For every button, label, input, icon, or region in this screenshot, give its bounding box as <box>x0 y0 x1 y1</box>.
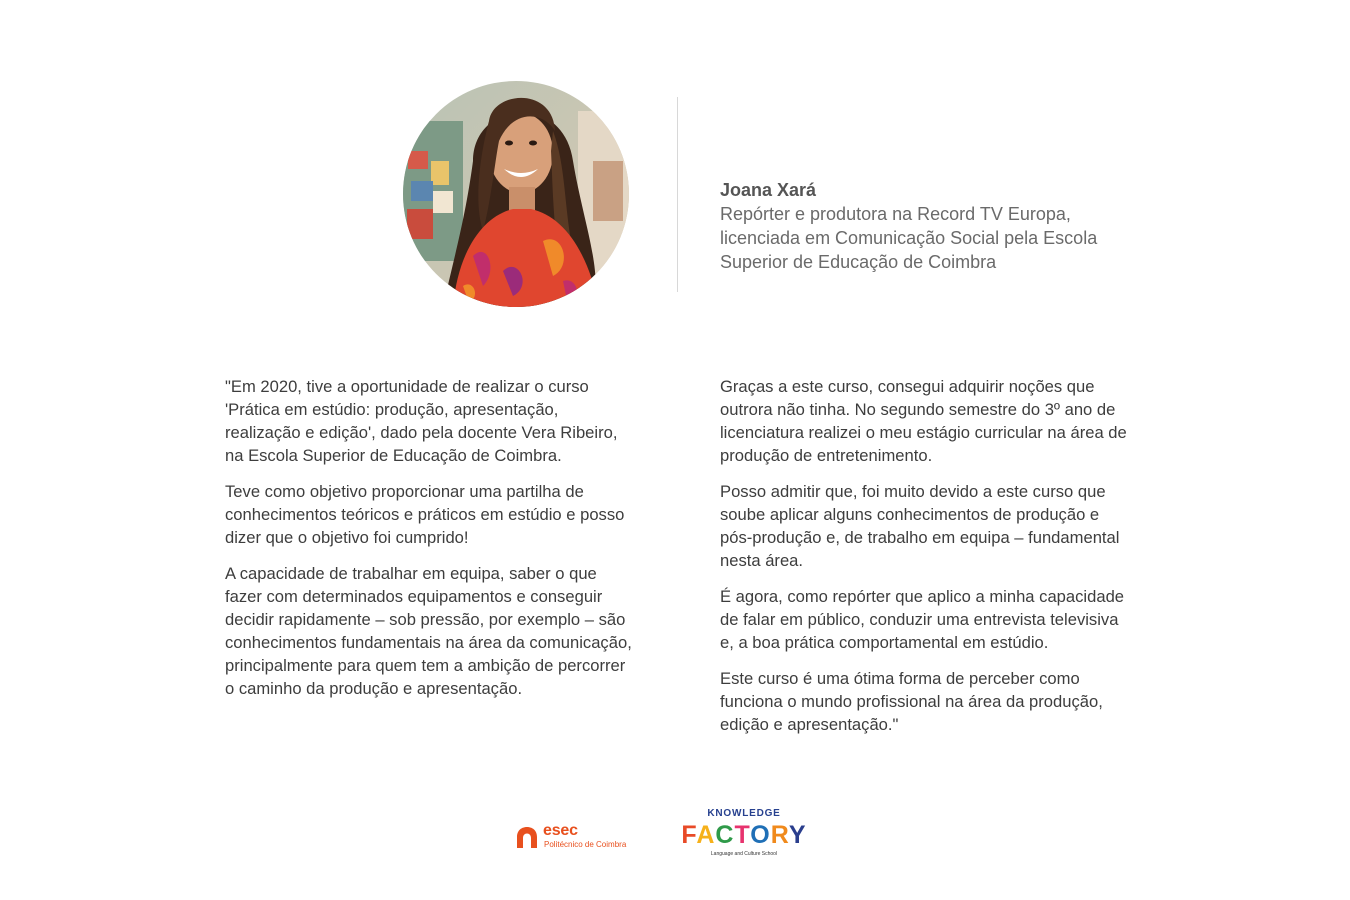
kf-letter: Y <box>788 821 807 849</box>
esec-logo-subtitle: Politécnico de Coimbra <box>544 840 627 849</box>
testimonial-paragraph: Este curso é uma ótima forma de perceber como funciona o mundo profissional na área da produção, edição e apresentação." <box>720 669 1103 734</box>
knowledge-factory-logo <box>669 808 819 860</box>
kf-letter: C <box>715 821 735 849</box>
profile-info <box>720 178 1120 274</box>
testimonial-left-column <box>225 375 635 713</box>
kf-letter: F <box>681 821 697 849</box>
profile-photo <box>403 81 629 307</box>
testimonial-paragraph: Graças a este curso, consegui adquirir noções que outrora não tinha. No segundo semestre do 3º ano de licenciatura realizei o meu estágio curricular na área de produção de entretenimento. <box>720 377 1127 465</box>
testimonial-paragraph: A capacidade de trabalhar em equipa, saber o que fazer com determinados equipamentos e conseguir decidir rapidamente – sob pressão, por exemplo – são conhecimentos fundamentais na área da comunicação, principalmente para quem tem a ambição de percorrer o caminho da produção e apresentação. <box>225 564 632 698</box>
testimonial-paragraph: "Em 2020, tive a oportunidade de realizar o curso 'Prática em estúdio: produção, apresentação, realização e edição', dado pela docente Vera Ribeiro, na Escola Superior de Educação de Coimbra. <box>225 377 618 465</box>
testimonial-paragraph: Posso admitir que, foi muito devido a este curso que soube aplicar alguns conhecimentos de produção e pós-produção e, de trabalho em equipa – fundamental nesta área. <box>720 482 1120 570</box>
kf-letter: R <box>770 821 789 849</box>
testimonial-paragraph: É agora, como repórter que aplico a minha capacidade de falar em público, conduzir uma entrevista televisiva e, a boa prática comportamental em estúdio. <box>720 587 1125 652</box>
vertical-divider <box>677 97 678 292</box>
kf-letter: A <box>696 821 716 849</box>
kf-letter: O <box>750 821 771 849</box>
kf-logo-top: KNOWLEDGE <box>707 808 781 819</box>
esec-logo-name: esec <box>543 822 578 839</box>
testimonial-paragraph: Teve como objetivo proporcionar uma partilha de conhecimentos teóricos e práticos em estúdio e posso dizer que o objetivo foi cumprido! <box>225 482 625 547</box>
profile-name: Joana Xará <box>720 180 817 200</box>
kf-letter: T <box>734 821 751 849</box>
testimonial-right-column <box>720 375 1130 749</box>
partner-logos <box>515 806 835 866</box>
kf-logo-subtitle: Language and Culture School <box>710 851 778 857</box>
esec-arch-icon <box>515 826 539 848</box>
profile-role: Repórter e produtora na Record TV Europa, licenciada em Comunicação Social pela Escola Superior de Educação de Coimbra <box>720 204 1098 272</box>
portrait-photo <box>403 81 629 307</box>
kf-logo-word <box>669 820 819 850</box>
